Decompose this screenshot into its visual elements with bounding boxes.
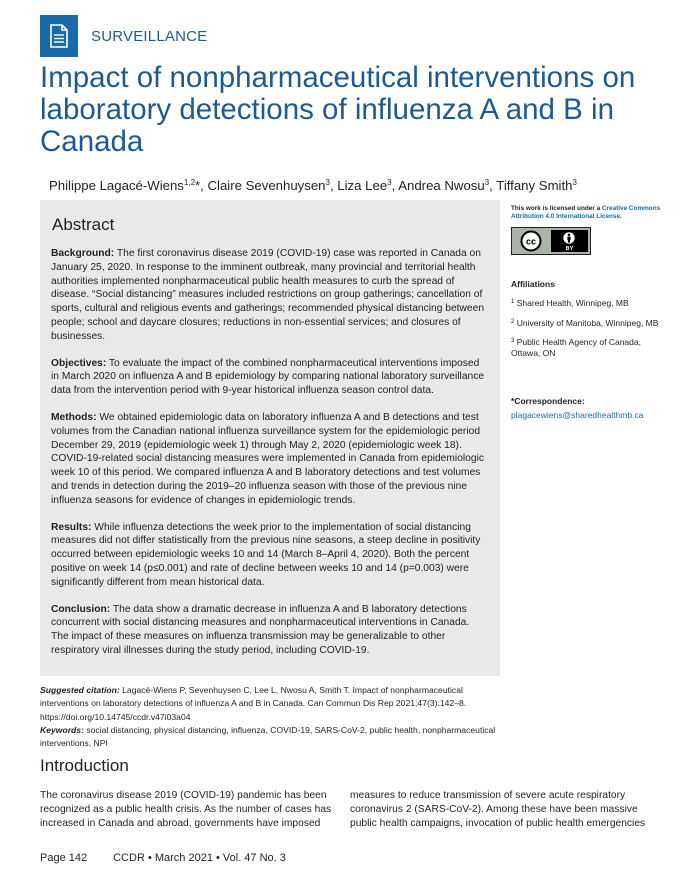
abstract-box bbox=[40, 200, 500, 676]
author-affiliation: 3 bbox=[484, 178, 490, 187]
document-icon bbox=[40, 15, 78, 57]
author-name: Claire Sevenhuysen bbox=[207, 178, 326, 193]
correspondence-heading: *Correspondence: bbox=[511, 396, 585, 407]
author-affiliation: 1,2 bbox=[183, 178, 196, 187]
author-affiliation: 3 bbox=[387, 178, 392, 187]
license-notice: This work is licensed under a Creative Commons Attribution 4.0 International License. bbox=[511, 205, 661, 220]
suggested-citation bbox=[40, 684, 500, 750]
cc-by-badge[interactable] bbox=[511, 227, 591, 255]
affiliation-item: $^1$ Shared Health, Winnipeg, MB bbox=[511, 298, 629, 309]
author-name: Liza Lee bbox=[337, 178, 388, 193]
affiliations-heading: Affiliations bbox=[511, 279, 555, 290]
journal-issue: CCDR • March 2021 • Vol. 47 No. 3 bbox=[113, 852, 286, 864]
attribution-person-icon bbox=[562, 231, 576, 245]
author-name: Andrea Nwosu bbox=[398, 178, 485, 193]
affiliation-item: $^3$ Public Health Agency of Canada, Ottawa, ON bbox=[511, 337, 641, 358]
cc-icon bbox=[512, 228, 551, 254]
affiliation-item: $^2$ University of Manitoba, Winnipeg, MB bbox=[511, 317, 659, 328]
author-name: Tiffany Smith bbox=[496, 178, 573, 193]
abstract-conclusion: Conclusion: The data show a dramatic decrease in influenza A and B laboratory detections concurrent with social distancing measures and nonpharmaceutical interventions in Canada. The impact of these measures on influenza transmission may be generalizable to other respiratory viral illnesses during the study period, including COVID-19. bbox=[51, 603, 470, 656]
section-tag bbox=[40, 15, 207, 57]
by-label: BY bbox=[565, 245, 574, 252]
page-footer bbox=[40, 852, 286, 864]
abstract-background: Background: The first coronavirus disease 2019 (COVID-19) case was reported in Canada on January 25, 2020. In response to the imminent outbreak, many provincial and territorial health authorities implemented nonpharmaceutical public health measures to curb the spread of disease. “Social distancing” measures included restrictions on group gatherings; cancellation of sports, cultural and religious events and gatherings; recommended physical distancing between people; school and daycare closures; reductions in non-essential services; and closures of businesses. bbox=[51, 248, 485, 342]
author-name: Philippe Lagacé-Wiens bbox=[49, 178, 184, 193]
correspondence-email-link[interactable]: plagacewiens@sharedhealthmb.ca bbox=[511, 410, 644, 421]
abstract-results: Results: While influenza detections the week prior to the implementation of social distancing measures did not differ statistically from the previous nine seasons, a steep decline in positivity occurred between epidemiologic weeks 10 and 14 (March 8–April 4, 2020). Both the percent positive on week 14 (p≤0.001) and rate of decline between weeks 10 and 14 (p=0.003) were significantly different from mean historical data. bbox=[51, 521, 481, 588]
abstract-heading: Abstract bbox=[52, 215, 115, 234]
introduction-heading: Introduction bbox=[40, 756, 129, 775]
abstract-objectives: Objectives: To evaluate the impact of the combined nonpharmaceutical interventions imposed in March 2020 on influenza A and B epidemiology by comparing national laboratory surveillance data from the intervention period with 9-year historical influenza season control data. bbox=[51, 357, 485, 397]
introduction-column-1: The coronavirus disease 2019 (COVID-19) pandemic has been recognized as a public health crisis. As the number of cases has increased in Canada and abroad, governments have imposed bbox=[40, 790, 332, 829]
article-title: Impact of nonpharmaceutical interventions on laboratory detections of influenza A and B in Canada bbox=[40, 61, 636, 158]
page-number: Page 142 bbox=[40, 852, 88, 864]
by-panel bbox=[551, 230, 588, 252]
sidebar bbox=[511, 205, 661, 420]
abstract-methods: Methods: We obtained epidemiologic data on laboratory influenza A and B detections and test volumes from the Canadian national influenza surveillance system for the epidemiologic period December 29, 2019 (epidemiologic week 1) through May 2, 2020 (epidemiologic week 18). COVID-19-related social distancing measures were implemented in Canada from epidemiologic week 10 of this period. We compared influenza A and B laboratory detections and test volumes and trends in detection during the 2019–20 influenza season with those of the previous nine influenza seasons for evidence of changes in epidemiologic trends. bbox=[51, 411, 484, 506]
citation-text: Suggested citation: Lagacé-Wiens P, Sevenhuysen C, Lee L, Nwosu A, Smith T. Impact of nonpharmaceutical interventions on laboratory detections of influenza A and B in Canada. Can Commun Dis Rep 2021;47(3):142–8. https://doi.org/10.14745/ccdr.v47i03a04 bbox=[40, 685, 467, 722]
author-affiliation: 3 bbox=[572, 178, 577, 187]
author-affiliation: 3 bbox=[325, 178, 330, 187]
introduction-column-2: measures to reduce transmission of severe acute respiratory coronavirus 2 (SARS-CoV-2). Among these have been massive public health campaigns, invocation of public health emergencies bbox=[350, 790, 646, 829]
author-list: Philippe Lagacé-Wiens$^{1,2}$*, Claire Sevenhuysen$^3$, Liza Lee$^3$, Andrea Nwosu$^3$, Tiffany Smith$^3$ bbox=[49, 178, 577, 193]
license-link[interactable]: Creative Commons Attribution 4.0 International License bbox=[511, 205, 661, 220]
keywords: Keywords: social distancing, physical distancing, influenza, COVID-19, SARS-CoV-2, public health, nonpharmaceutical interventions, NPI bbox=[40, 724, 496, 749]
svg-text:cc: cc bbox=[526, 236, 537, 247]
section-label: SURVEILLANCE bbox=[91, 27, 208, 45]
